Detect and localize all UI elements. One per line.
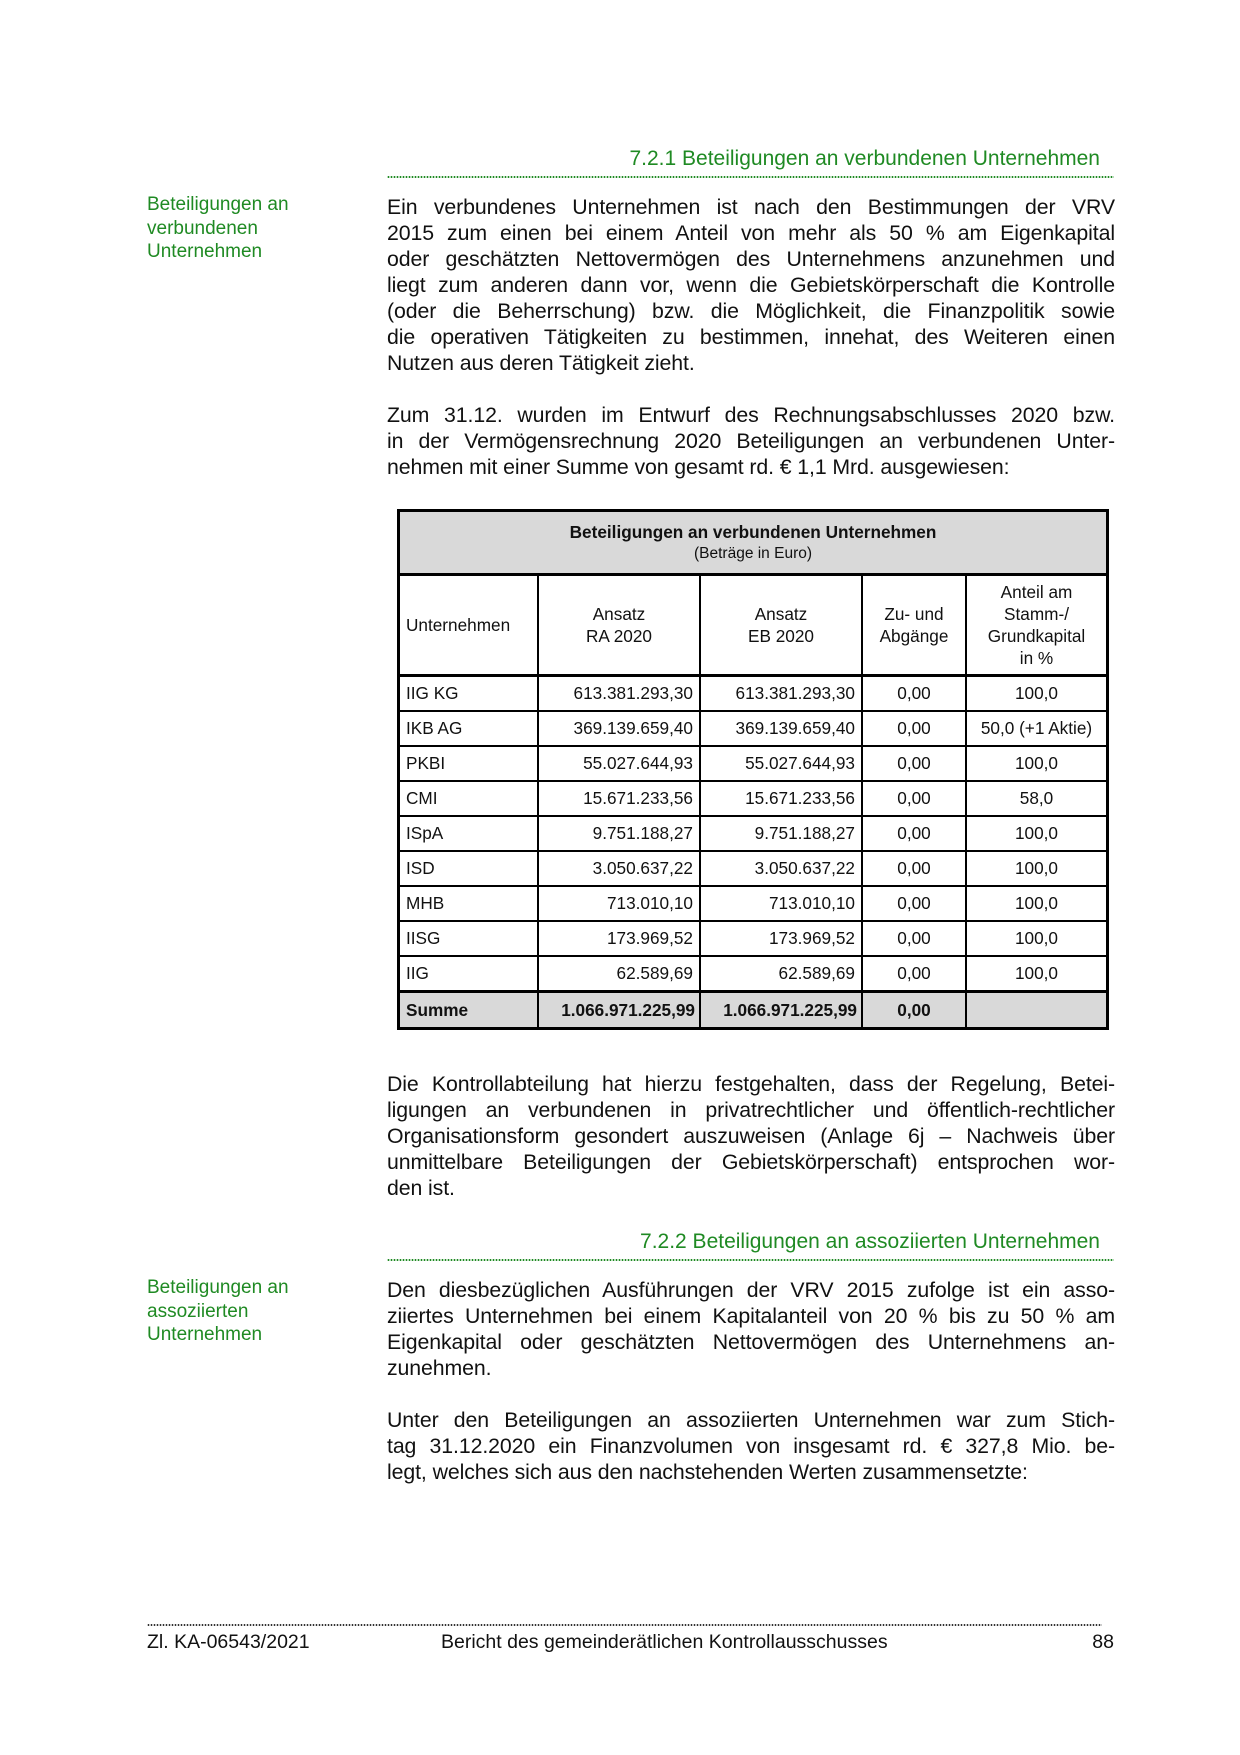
heading-dotted-rule	[387, 176, 1114, 178]
column-header-ansatz-ra: Ansatz RA 2020	[538, 575, 700, 676]
cell-share: 58,0	[966, 781, 1108, 816]
cell-eb-2020: 9.751.188,27	[700, 816, 862, 851]
cell-ra-2020: 9.751.188,27	[538, 816, 700, 851]
cell-share: 50,0 (+1 Aktie)	[966, 711, 1108, 746]
cell-eb-2020: 173.969,52	[700, 921, 862, 956]
cell-ra-2020: 15.671.233,56	[538, 781, 700, 816]
cell-changes: 0,00	[862, 781, 966, 816]
table-row	[399, 676, 1108, 712]
paragraph-summary-amount: Zum 31.12. wurden im Entwurf des Rechnungsabschlusses 2020 bzw. in der Vermögensrechnung 2020 Beteiligungen an verbundenen Unter- nehmen mit einer Summe von gesamt rd. € 1,1 Mrd. ausgewiesen:	[387, 403, 1115, 479]
cell-share: 100,0	[966, 956, 1108, 992]
cell-changes: 0,00	[862, 746, 966, 781]
column-header-ansatz-eb: Ansatz EB 2020	[700, 575, 862, 676]
cell-eb-2020: 713.010,10	[700, 886, 862, 921]
cell-share: 100,0	[966, 921, 1108, 956]
cell-ra-2020: 173.969,52	[538, 921, 700, 956]
paragraph-definition-assoziiert: Den diesbezüglichen Ausführungen der VRV 2015 zufolge ist ein asso- ziiertes Unternehmen bei einem Kapitalanteil von 20 % bis zu 50 % am Eigenkapital oder geschätzten Nettovermögen des Unternehmens an- zunehmen.	[387, 1278, 1115, 1380]
column-header-unternehmen: Unternehmen	[399, 575, 539, 676]
cell-share: 100,0	[966, 816, 1108, 851]
margin-note-assoziierte: Beteiligungen an assoziierten Unternehmen	[147, 1277, 289, 1345]
section-heading-7-2-1: 7.2.1 Beteiligungen an verbundenen Unternehmen	[629, 147, 1100, 170]
table-row	[399, 816, 1108, 851]
cell-changes: 0,00	[862, 956, 966, 992]
table-row	[399, 956, 1108, 992]
section-heading-7-2-2: 7.2.2 Beteiligungen an assoziierten Unternehmen	[640, 1230, 1100, 1253]
cell-share: 100,0	[966, 676, 1108, 712]
page-number: 88	[1092, 1631, 1114, 1653]
paragraph-definition-verbunden: Ein verbundenes Unternehmen ist nach den Bestimmungen der VRV 2015 zum einen bei einem Anteil von mehr als 50 % am Eigenkapital oder geschätzten Nettovermögen des Unternehmens anzunehmen und liegt zum anderen dann vor, wenn die Gebietskörperschaft die Kontrolle (oder die Beherrschung) bzw. die Möglichkeit, die Finanzpolitik sowie die operativen Tätigkeiten zu bestimmen, innehat, des Weiteren einen Nutzen aus deren Tätigkeit zieht.	[387, 195, 1115, 375]
sum-label: Summe	[399, 992, 539, 1029]
cell-company: CMI	[399, 781, 539, 816]
cell-changes: 0,00	[862, 921, 966, 956]
margin-note-verbundene: Beteiligungen an verbundenen Unternehmen	[147, 194, 289, 262]
sum-eb-2020: 1.066.971.225,99	[700, 992, 862, 1029]
cell-eb-2020: 3.050.637,22	[700, 851, 862, 886]
footer-title: Bericht des gemeinderätlichen Kontrollausschusses	[441, 1631, 888, 1653]
column-header-anteil: Anteil am Stamm-/ Grundkapital in %	[966, 575, 1108, 676]
table-row	[399, 921, 1108, 956]
cell-company: ISpA	[399, 816, 539, 851]
cell-company: IISG	[399, 921, 539, 956]
table-row	[399, 851, 1108, 886]
sum-changes: 0,00	[862, 992, 966, 1029]
cell-eb-2020: 55.027.644,93	[700, 746, 862, 781]
cell-ra-2020: 369.139.659,40	[538, 711, 700, 746]
footer-reference: Zl. KA-06543/2021	[147, 1631, 310, 1653]
sum-share	[966, 992, 1108, 1029]
cell-share: 100,0	[966, 886, 1108, 921]
cell-changes: 0,00	[862, 816, 966, 851]
table-row	[399, 711, 1108, 746]
column-header-zu-abgaenge: Zu- und Abgänge	[862, 575, 966, 676]
table-row	[399, 886, 1108, 921]
cell-company: IKB AG	[399, 711, 539, 746]
sum-ra-2020: 1.066.971.225,99	[538, 992, 700, 1029]
cell-changes: 0,00	[862, 851, 966, 886]
table-row	[399, 781, 1108, 816]
cell-ra-2020: 62.589,69	[538, 956, 700, 992]
cell-ra-2020: 55.027.644,93	[538, 746, 700, 781]
cell-changes: 0,00	[862, 676, 966, 712]
cell-company: MHB	[399, 886, 539, 921]
paragraph-kontrollabteilung: Die Kontrollabteilung hat hierzu festgehalten, dass der Regelung, Betei- ligungen an verbundenen in privatrechtlicher und öffentlich-rechtlicher Organisationsform gesondert auszuweisen (Anlage 6j – Nachweis über unmittelbare Beteiligungen der Gebietskörperschaft) entsprochen wor- den ist.	[387, 1072, 1115, 1200]
cell-company: IIG	[399, 956, 539, 992]
paragraph-finanzvolumen: Unter den Beteiligungen an assoziierten Unternehmen war zum Stich- tag 31.12.2020 ein Finanzvolumen von insgesamt rd. € 327,8 Mio. be- legt, welches sich aus den nachstehenden Werten zusammensetzte:	[387, 1408, 1115, 1484]
cell-changes: 0,00	[862, 886, 966, 921]
table-title-cell: Beteiligungen an verbundenen Unternehmen (Beträge in Euro)	[399, 511, 1108, 575]
table-row	[399, 746, 1108, 781]
cell-changes: 0,00	[862, 711, 966, 746]
cell-eb-2020: 613.381.293,30	[700, 676, 862, 712]
cell-ra-2020: 613.381.293,30	[538, 676, 700, 712]
cell-company: ISD	[399, 851, 539, 886]
cell-share: 100,0	[966, 746, 1108, 781]
cell-eb-2020: 15.671.233,56	[700, 781, 862, 816]
table-header-row	[399, 575, 1108, 676]
footer-dotted-rule	[147, 1624, 1102, 1626]
cell-eb-2020: 369.139.659,40	[700, 711, 862, 746]
cell-ra-2020: 713.010,10	[538, 886, 700, 921]
cell-company: IIG KG	[399, 676, 539, 712]
cell-share: 100,0	[966, 851, 1108, 886]
verbundene-unternehmen-table	[397, 509, 1109, 1030]
heading-dotted-rule	[387, 1259, 1114, 1261]
cell-ra-2020: 3.050.637,22	[538, 851, 700, 886]
cell-eb-2020: 62.589,69	[700, 956, 862, 992]
cell-company: PKBI	[399, 746, 539, 781]
table-sum-row	[399, 992, 1108, 1029]
